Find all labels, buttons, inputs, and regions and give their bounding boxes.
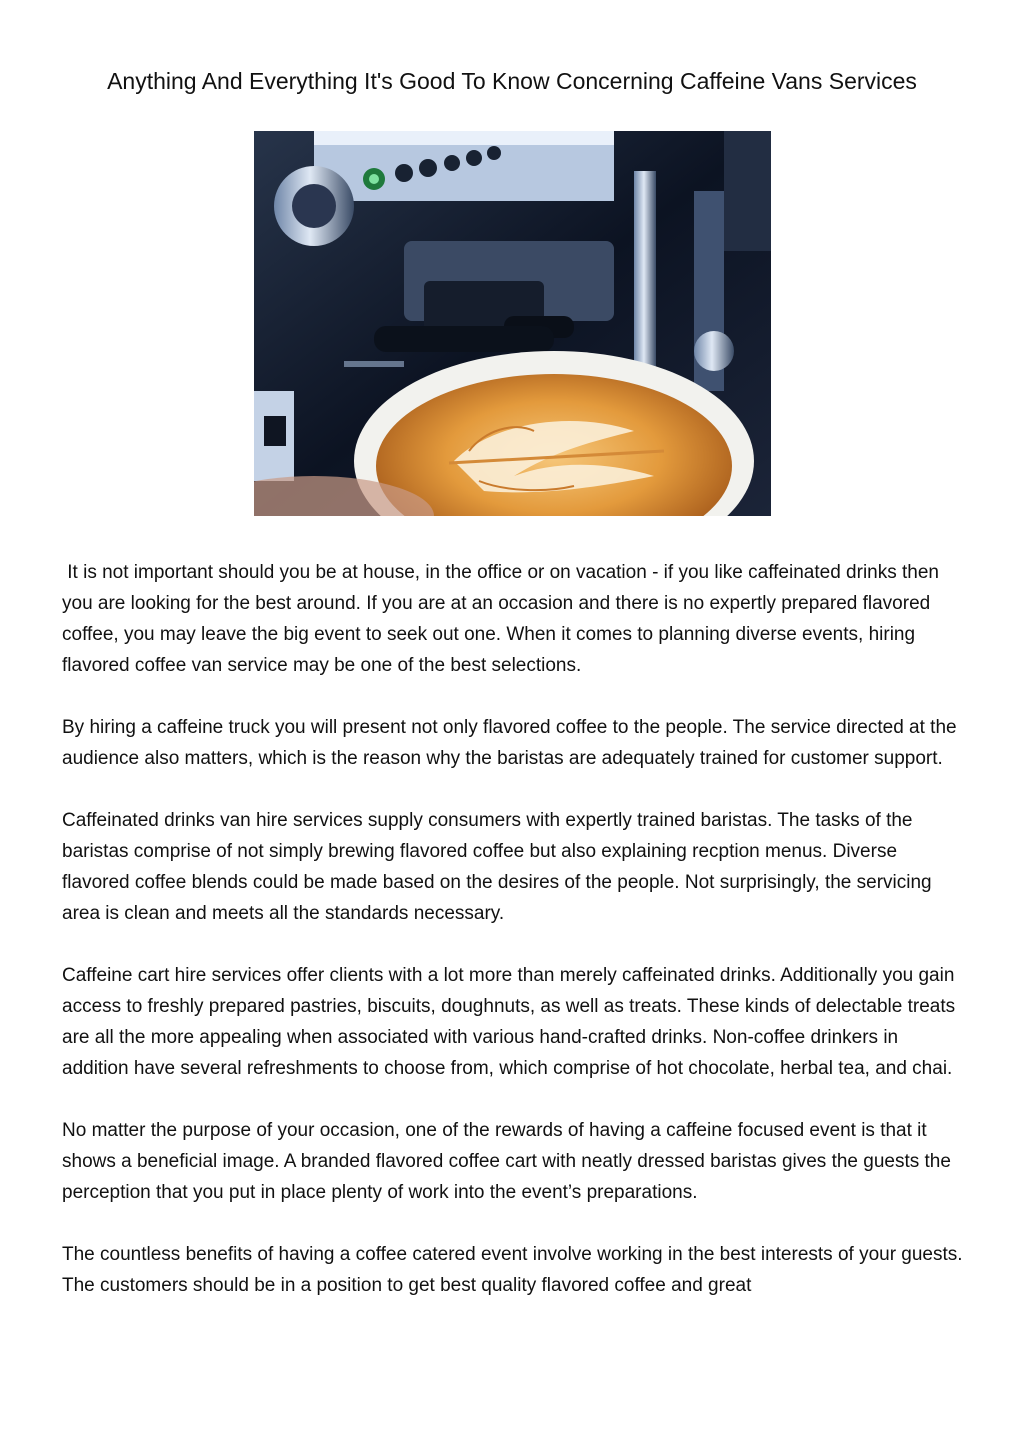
article-body [62,557,967,1332]
document-title: Anything And Everything It's Good To Know Concerning Caffeine Vans Services [107,68,917,94]
paragraph: The countless benefits of having a coffee catered event involve working in the best interests of your guests. The customers should be in a position to get best quality flavored coffee and great [62,1244,963,1296]
paragraph: No matter the purpose of your occasion, one of the rewards of having a caffeine focused event is that it shows a beneficial image. A branded flavored coffee cart with neatly dressed baristas gives the guests the perception that you put in place plenty of work into the event’s preparations. [62,1120,951,1203]
paragraph: Caffeine cart hire services offer clients with a lot more than merely caffeinated drinks. Additionally you gain access to freshly prepared pastries, biscuits, doughnuts, as well as treats. These kinds of delectable treats are all the more appealing when associated with various hand-crafted drinks. Non-coffee drinkers in addition have several refreshments to choose from, which comprise of hot chocolate, herbal tea, and chai. [62,965,956,1079]
paragraph: Caffeinated drinks van hire services supply consumers with expertly trained baristas. The tasks of the baristas comprise of not simply brewing flavored coffee but also explaining recption menus. Diverse flavored coffee blends could be made based on the desires of the people. Not surprisingly, the servicing area is clean and meets all the standards necessary. [62,810,932,924]
paragraph: It is not important should you be at house, in the office or on vacation - if you like caffeinated drinks then you are looking for the best around. If you are at an occasion and there is no expertly prepared flavored coffee, you may leave the big event to seek out one. When it comes to planning diverse events, hiring flavored coffee van service may be one of the best selections. [62,562,945,676]
coffee-photo-illustration [254,131,771,516]
paragraph: By hiring a caffeine truck you will present not only flavored coffee to the people. The service directed at the audience also matters, which is the reason why the baristas are adequately trained for customer support. [62,717,957,769]
hero-image [254,131,771,516]
